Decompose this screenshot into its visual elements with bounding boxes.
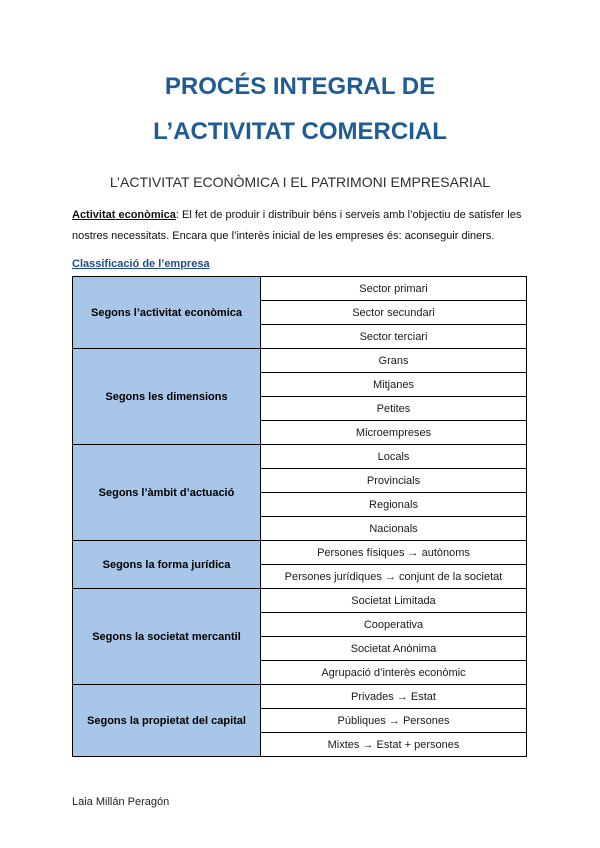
- value-cell: Petites: [261, 397, 527, 421]
- value-cell: Mixtes → Estat + persones: [261, 733, 527, 757]
- document-title-line-1: PROCÉS INTEGRAL DE: [164, 73, 436, 100]
- definition-term: Activitat econòmica: [72, 209, 176, 221]
- value-cell: Mitjanes: [261, 373, 527, 397]
- table-row: [73, 349, 527, 373]
- document-title-line-2: L’ACTIVITAT COMERCIAL: [153, 118, 447, 145]
- value-cell: Regionals: [261, 493, 527, 517]
- definition-paragraph: [72, 205, 532, 247]
- category-cell: Segons la forma jurídica: [73, 541, 261, 589]
- category-cell: Segons l’àmbit d’actuació: [73, 445, 261, 541]
- table-row: [73, 589, 527, 613]
- value-cell: Societat Anònima: [261, 637, 527, 661]
- category-cell: Segons la societat mercantil: [73, 589, 261, 685]
- table-row: [73, 445, 527, 469]
- value-cell: Persones físiques → autònoms: [261, 541, 527, 565]
- value-cell: Persones jurídiques → conjunt de la societat: [261, 565, 527, 589]
- value-cell: Agrupació d’interès econòmic: [261, 661, 527, 685]
- category-cell: Segons les dimensions: [73, 349, 261, 445]
- value-cell: Sector primari: [261, 277, 527, 301]
- value-cell: Nacionals: [261, 517, 527, 541]
- value-cell: Grans: [261, 349, 527, 373]
- section-heading-classification: Classificació de l’empresa: [72, 258, 210, 270]
- value-cell: Cooperativa: [261, 613, 527, 637]
- definition-text: El fet de produir i distribuir béns i serveis amb l’objectiu de satisfer les nostres necessitats. Encara que l’interès inicial de les empreses és: aconseguir diners.: [72, 209, 522, 242]
- category-cell: Segons l’activitat econòmica: [73, 277, 261, 349]
- table-row: [73, 685, 527, 709]
- definition-separator: :: [175, 209, 179, 221]
- author-footer: Laia Millán Peragón: [72, 796, 170, 808]
- value-cell: Provincials: [261, 469, 527, 493]
- document-subtitle: L’ACTIVITAT ECONÒMICA I EL PATRIMONI EMPRESARIAL: [109, 174, 491, 190]
- table-row: [73, 541, 527, 565]
- value-cell: Locals: [261, 445, 527, 469]
- value-cell: Societat Limitada: [261, 589, 527, 613]
- classification-table: [72, 276, 527, 757]
- value-cell: Microempreses: [261, 421, 527, 445]
- table-row: [73, 277, 527, 301]
- value-cell: Sector terciari: [261, 325, 527, 349]
- category-cell: Segons la propietat del capital: [73, 685, 261, 757]
- value-cell: Públiques → Persones: [261, 709, 527, 733]
- value-cell: Privades → Estat: [261, 685, 527, 709]
- value-cell: Sector secundari: [261, 301, 527, 325]
- classification-table-body: [73, 277, 527, 757]
